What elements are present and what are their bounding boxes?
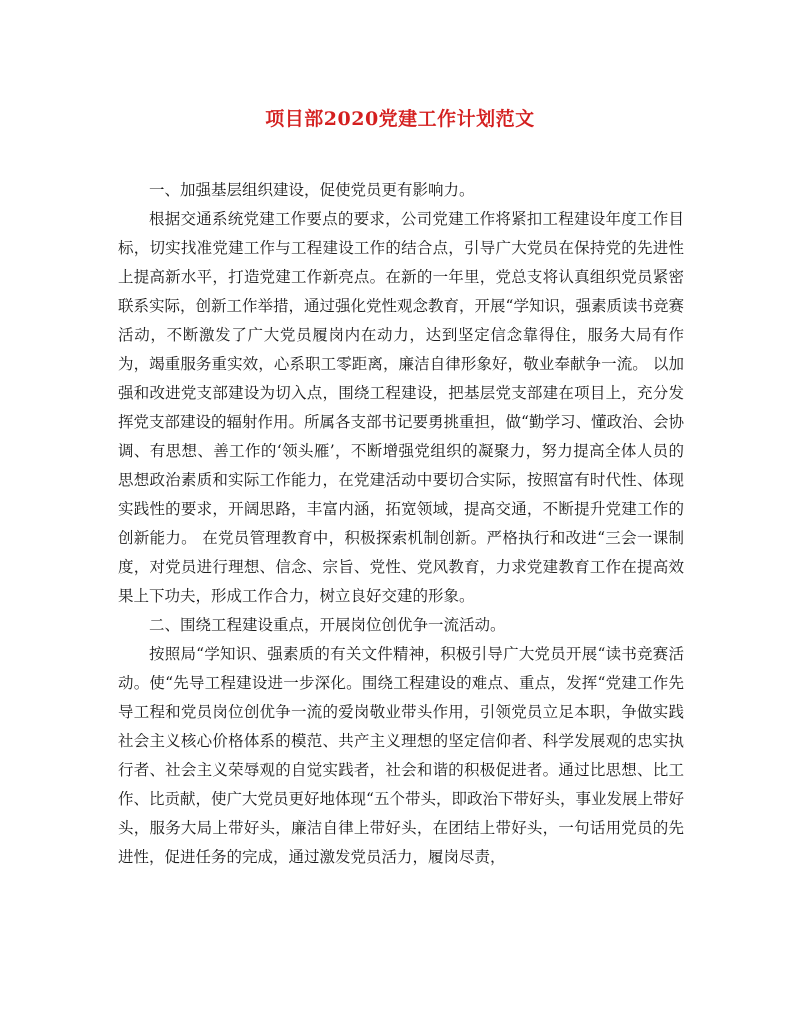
section-heading-1: 一、加强基层组织建设，促使党员更有影响力。 [149, 181, 475, 199]
body-paragraph-2: 按照局“学知识、强素质的有关文件精神，积极引导广大党员开展“读书竞赛活动。使“先导工程建设进一步深化。围绕工程建设的难点、重点，发挥“党建工作先导工程和党员岗位创优争一流的爱岗敬业带头作用，引领党员立足本职，争做实践社会主义核心价格体系的模范、共产主义理想的坚定信仰者、科学发展观的忠实执行者、社会主义荣辱观的自觉实践者，社会和谐的积极促进者。通过比思想、比工作、比贡献，使广大党员更好地体现“五个带头，即政治下带好头，事业发展上带好头，服务大局上带好头，廉洁自律上带好头，在团结上带好头，一句话用党员的先进性，促进任务的完成，通过激发党员活力，履岗尽责， [118, 645, 684, 866]
body-paragraph-1: 根据交通系统党建工作要点的要求，公司党建工作将紧扣工程建设年度工作目标，切实找准党建工作与工程建设工作的结合点，引导广大党员在保持党的先进性上提高新水平，打造党建工作新亮点。在新的一年里，党总支将认真组织党员紧密联系实际，创新工作举措，通过强化党性观念教育，开展“学知识，强素质读书竞赛活动，不断激发了广大党员履岗内在动力，达到坚定信念靠得住，服务大局有作为，竭重服务重实效，心系职工零距离，廉洁自律形象好，敬业奉献争一流。 以加强和改进党支部建设为切入点，围绕工程建设，把基层党支部建在项目上，充分发挥党支部建设的辐射作用。所属各支部书记要勇挑重担，做“勤学习、懂政治、会协调、有思想、善工作的‘领头雁’，不断增强党组织的凝聚力，努力提高全体人员的思想政治素质和实际工作能力，在党建活动中要切合实际，按照富有时代性、体现实践性的要求，开阔思路，丰富内涵，拓宽领域，提高交通，不断提升党建工作的创新能力。 在党员管理教育中，积极探索机制创新。严格执行和改进“三会一课制度，对党员进行理想、信念、宗旨、党性、党风教育，力求党建教育工作在提高效果上下功夫，形成工作合力，树立良好交建的形象。 [118, 210, 684, 605]
document-body [118, 176, 684, 872]
section-heading-2: 二、围绕工程建设重点，开展岗位创优争一流活动。 [149, 616, 506, 634]
document-title: 项目部2020党建工作计划范文 [265, 108, 535, 130]
